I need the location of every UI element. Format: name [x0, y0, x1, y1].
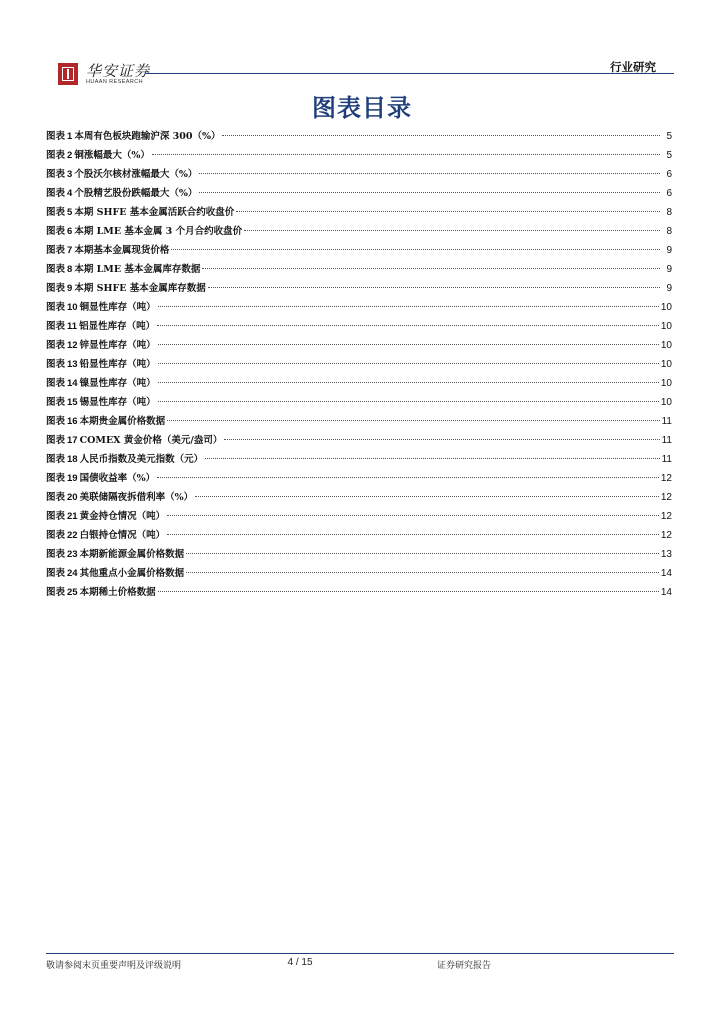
- toc-entry-label: [46, 393, 156, 412]
- toc-entry-title: 其他重点小金属价格数据: [79, 568, 185, 579]
- toc-page-number: 14: [660, 568, 672, 579]
- toc-entry-17[interactable]: [46, 431, 672, 450]
- toc-entry-4[interactable]: [46, 184, 672, 203]
- toc-entry-number: 22: [67, 530, 78, 541]
- toc-page-number: 12: [660, 530, 672, 541]
- toc-page-number: 10: [660, 321, 672, 332]
- toc-entry-18[interactable]: [46, 450, 672, 469]
- toc-page-number: 11: [661, 454, 672, 465]
- toc-entry-prefix: 图表: [46, 473, 66, 484]
- toc-page-number: 12: [660, 492, 672, 503]
- toc-leader-dots: [199, 192, 660, 193]
- toc-leader-dots: [158, 344, 659, 345]
- toc-entry-prefix: 图表: [46, 245, 66, 256]
- toc-leader-dots: [208, 287, 660, 288]
- toc-leader-dots: [222, 135, 660, 136]
- toc-entry-7[interactable]: [46, 241, 672, 260]
- toc-entry-title: 铅显性库存（吨）: [79, 359, 156, 370]
- toc-leader-dots: [157, 325, 659, 326]
- toc-entry-20[interactable]: [46, 488, 672, 507]
- toc-leader-dots: [244, 230, 660, 231]
- toc-page-number: 9: [666, 264, 672, 275]
- toc-entry-label: [46, 469, 155, 488]
- toc-leader-dots: [158, 363, 659, 364]
- toc-leader-dots: [186, 572, 659, 573]
- toc-entry-5[interactable]: [46, 203, 672, 222]
- toc-entry-number: 13: [67, 359, 78, 370]
- toc-entry-title: 个股沃尔核材涨幅最大（%）: [74, 169, 198, 180]
- toc-entry-number: 15: [67, 397, 78, 408]
- toc-entry-number: 12: [67, 340, 78, 351]
- toc-entry-title: 铝显性库存（吨）: [79, 321, 156, 332]
- toc-entry-label: [46, 374, 156, 393]
- toc-entry-prefix: 图表: [46, 283, 66, 294]
- toc-entry-title: 锌显性库存（吨）: [79, 340, 156, 351]
- toc-page-number: 10: [660, 397, 672, 408]
- toc-page-number: 12: [660, 473, 672, 484]
- toc-entry-prefix: 图表: [46, 587, 66, 598]
- toc-entry-prefix: 图表: [46, 511, 66, 522]
- toc-entry-title: 铜显性库存（吨）: [79, 302, 156, 313]
- toc-entry-number: 18: [67, 454, 78, 465]
- toc-entry-title: 本期稀土价格数据: [79, 587, 156, 598]
- huaan-logo-icon: [58, 63, 78, 85]
- toc-entry-prefix: 图表: [46, 416, 66, 427]
- toc-page-number: 10: [660, 378, 672, 389]
- toc-entry-title: 个股精艺股份跌幅最大（%）: [74, 188, 198, 199]
- toc-entry-number: 7: [67, 245, 73, 256]
- toc-entry-title: 本期 LME 基本金属 3 个月合约收盘价: [74, 226, 243, 237]
- toc-entry-prefix: 图表: [46, 549, 66, 560]
- toc-entry-prefix: 图表: [46, 226, 66, 237]
- toc-page-number: 6: [666, 188, 672, 199]
- toc-entry-title: 本期贵金属价格数据: [79, 416, 166, 427]
- toc-entry-label: [46, 431, 222, 450]
- toc-page-number: 6: [666, 169, 672, 180]
- toc-entry-number: 5: [67, 207, 73, 218]
- toc-entry-number: 8: [67, 264, 73, 275]
- toc-leader-dots: [152, 154, 660, 155]
- toc-entry-label: [46, 298, 156, 317]
- toc-entry-25[interactable]: [46, 583, 672, 602]
- toc-entry-label: [46, 488, 193, 507]
- toc-page-number: 10: [660, 302, 672, 313]
- toc-entry-9[interactable]: [46, 279, 672, 298]
- toc-entry-prefix: 图表: [46, 340, 66, 351]
- toc-page-number: 11: [661, 416, 672, 427]
- toc-entry-14[interactable]: [46, 374, 672, 393]
- toc-entry-title: 人民币指数及美元指数（元）: [79, 454, 204, 465]
- header-divider: [146, 73, 674, 74]
- page-header: [48, 58, 674, 92]
- toc-entry-23[interactable]: [46, 545, 672, 564]
- toc-entry-number: 11: [67, 321, 78, 332]
- toc-entry-label: [46, 355, 156, 374]
- toc-entry-label: [46, 564, 184, 583]
- toc-leader-dots: [236, 211, 660, 212]
- toc-entry-12[interactable]: [46, 336, 672, 355]
- toc-page-number: 10: [660, 359, 672, 370]
- toc-entry-prefix: 图表: [46, 207, 66, 218]
- toc-entry-label: [46, 507, 165, 526]
- toc-entry-11[interactable]: [46, 317, 672, 336]
- toc-leader-dots: [167, 515, 659, 516]
- toc-leader-dots: [186, 553, 659, 554]
- toc-entry-number: 21: [67, 511, 78, 522]
- toc-entry-10[interactable]: [46, 298, 672, 317]
- toc-entry-label: [46, 184, 197, 203]
- toc-entry-8[interactable]: [46, 260, 672, 279]
- toc-entry-label: [46, 412, 165, 431]
- toc-entry-prefix: 图表: [46, 378, 66, 389]
- toc-entry-number: 2: [67, 150, 73, 161]
- toc-entry-label: [46, 241, 169, 260]
- toc-entry-number: 4: [67, 188, 73, 199]
- toc-entry-number: 3: [67, 169, 73, 180]
- logo-subtitle: HUAAN RESEARCH: [86, 79, 143, 85]
- toc-entry-prefix: 图表: [46, 150, 66, 161]
- table-of-figures: [46, 127, 672, 602]
- toc-entry-label: [46, 165, 197, 184]
- page-title: 图表目录: [312, 94, 412, 122]
- toc-page-number: 10: [660, 340, 672, 351]
- toc-entry-label: [46, 127, 220, 146]
- toc-entry-number: 24: [67, 568, 78, 579]
- toc-entry-number: 23: [67, 549, 78, 560]
- toc-entry-prefix: 图表: [46, 302, 66, 313]
- toc-entry-prefix: 图表: [46, 397, 66, 408]
- toc-entry-prefix: 图表: [46, 131, 66, 142]
- toc-entry-title: 本周有色板块跑输沪深 300（%）: [74, 131, 221, 142]
- toc-page-number: 13: [660, 549, 672, 560]
- toc-page-number: 8: [666, 226, 672, 237]
- toc-entry-label: [46, 450, 203, 469]
- toc-entry-1[interactable]: [46, 127, 672, 146]
- toc-leader-dots: [199, 173, 660, 174]
- toc-entry-title: 本期 SHFE 基本金属活跃合约收盘价: [74, 207, 235, 218]
- toc-entry-number: 10: [67, 302, 78, 313]
- toc-leader-dots: [195, 496, 659, 497]
- toc-leader-dots: [158, 401, 659, 402]
- toc-entry-number: 16: [67, 416, 78, 427]
- toc-entry-prefix: 图表: [46, 454, 66, 465]
- toc-entry-number: 20: [67, 492, 78, 503]
- toc-entry-number: 14: [67, 378, 78, 389]
- toc-leader-dots: [157, 477, 659, 478]
- toc-entry-label: [46, 203, 234, 222]
- toc-page-number: 9: [666, 245, 672, 256]
- toc-page-number: 9: [666, 283, 672, 294]
- toc-entry-number: 25: [67, 587, 78, 598]
- toc-entry-title: 镍显性库存（吨）: [79, 378, 156, 389]
- toc-leader-dots: [171, 249, 660, 250]
- toc-entry-prefix: 图表: [46, 435, 66, 446]
- toc-entry-prefix: 图表: [46, 492, 66, 503]
- toc-leader-dots: [158, 382, 659, 383]
- toc-entry-3[interactable]: [46, 165, 672, 184]
- toc-entry-24[interactable]: [46, 564, 672, 583]
- toc-page-number: 5: [666, 131, 672, 142]
- toc-entry-label: [46, 526, 165, 545]
- toc-entry-label: [46, 279, 206, 298]
- toc-entry-title: 本期新能源金属价格数据: [79, 549, 185, 560]
- toc-entry-number: 17: [67, 435, 78, 446]
- toc-entry-label: [46, 336, 156, 355]
- toc-entry-title: 本期 LME 基本金属库存数据: [74, 264, 201, 275]
- toc-entry-prefix: 图表: [46, 568, 66, 579]
- footer-doc-type: 证券研究报告: [437, 961, 492, 971]
- toc-entry-21[interactable]: [46, 507, 672, 526]
- toc-entry-prefix: 图表: [46, 321, 66, 332]
- toc-entry-22[interactable]: [46, 526, 672, 545]
- toc-entry-number: 9: [67, 283, 73, 294]
- toc-entry-title: 本期基本金属现货价格: [74, 245, 170, 256]
- toc-entry-title: COMEX 黄金价格（美元/盎司）: [79, 435, 223, 446]
- toc-leader-dots: [202, 268, 660, 269]
- logo-name: 华安证券: [86, 62, 151, 80]
- toc-entry-prefix: 图表: [46, 359, 66, 370]
- toc-entry-title: 铜涨幅最大（%）: [74, 150, 150, 161]
- page-number: 4 / 15: [287, 957, 313, 968]
- toc-entry-title: 国债收益率（%）: [79, 473, 156, 484]
- toc-entry-title: 白银持仓情况（吨）: [79, 530, 166, 541]
- toc-page-number: 14: [660, 587, 672, 598]
- toc-entry-6[interactable]: [46, 222, 672, 241]
- report-category: 行业研究: [610, 60, 656, 74]
- toc-entry-prefix: 图表: [46, 264, 66, 275]
- toc-entry-label: [46, 317, 155, 336]
- toc-entry-title: 锡显性库存（吨）: [79, 397, 156, 408]
- toc-page-number: 11: [661, 435, 672, 446]
- toc-entry-label: [46, 545, 184, 564]
- toc-leader-dots: [167, 420, 660, 421]
- toc-entry-19[interactable]: [46, 469, 672, 488]
- toc-entry-title: 黄金持仓情况（吨）: [79, 511, 166, 522]
- toc-entry-title: 本期 SHFE 基本金属库存数据: [74, 283, 206, 294]
- toc-leader-dots: [205, 458, 660, 459]
- toc-entry-number: 6: [67, 226, 73, 237]
- toc-leader-dots: [158, 591, 659, 592]
- toc-entry-number: 1: [67, 131, 73, 142]
- footer-divider: [46, 953, 674, 954]
- toc-entry-2[interactable]: [46, 146, 672, 165]
- toc-entry-15[interactable]: [46, 393, 672, 412]
- toc-entry-prefix: 图表: [46, 169, 66, 180]
- toc-entry-number: 19: [67, 473, 78, 484]
- toc-entry-prefix: 图表: [46, 530, 66, 541]
- footer-disclaimer: 敬请参阅末页重要声明及评级说明: [46, 961, 182, 971]
- toc-entry-13[interactable]: [46, 355, 672, 374]
- toc-leader-dots: [158, 306, 659, 307]
- toc-entry-16[interactable]: [46, 412, 672, 431]
- toc-leader-dots: [224, 439, 659, 440]
- toc-entry-prefix: 图表: [46, 188, 66, 199]
- toc-entry-label: [46, 260, 200, 279]
- toc-page-number: 5: [666, 150, 672, 161]
- toc-page-number: 12: [660, 511, 672, 522]
- toc-entry-label: [46, 146, 150, 165]
- toc-entry-title: 美联储隔夜拆借利率（%）: [79, 492, 194, 503]
- toc-page-number: 8: [666, 207, 672, 218]
- toc-leader-dots: [167, 534, 659, 535]
- toc-entry-label: [46, 222, 242, 241]
- toc-entry-label: [46, 583, 156, 602]
